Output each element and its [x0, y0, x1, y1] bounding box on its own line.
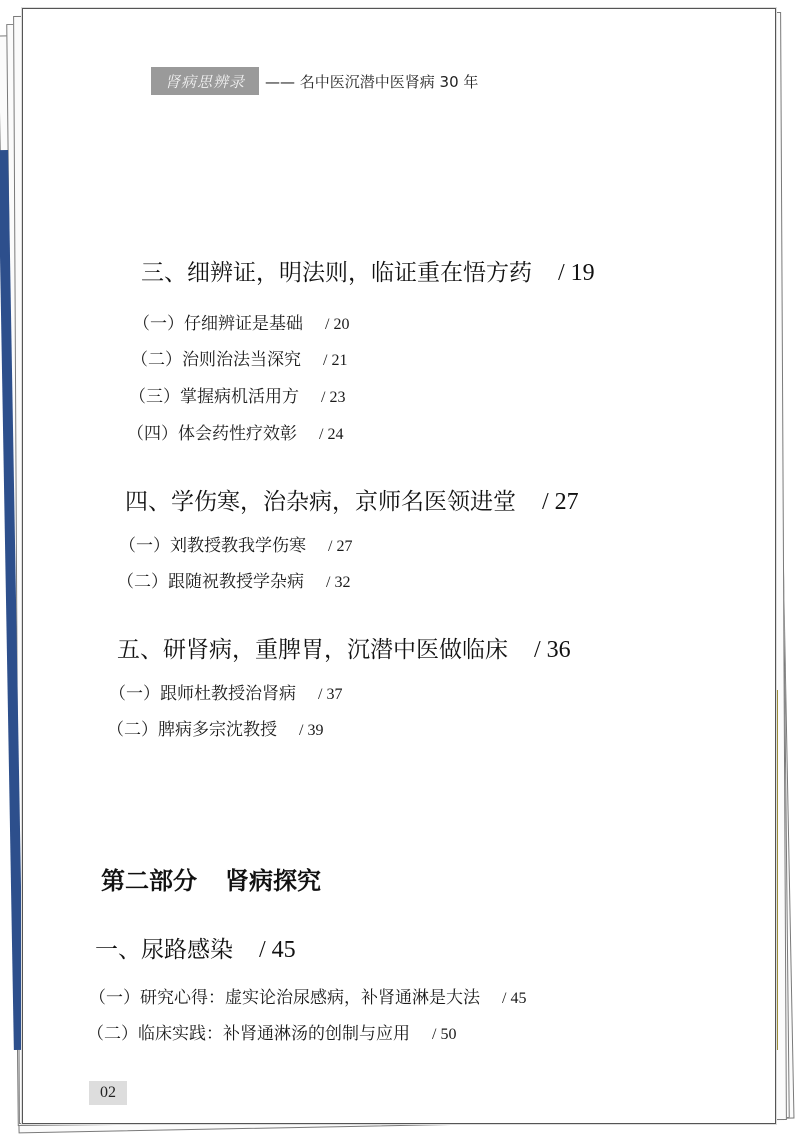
toc-item[interactable] — [87, 1019, 456, 1044]
item-label: （一）研究心得：虚实论治尿感病，补肾通淋是大法 — [89, 988, 480, 1008]
item-label: （一）刘教授教我学伤寒 — [119, 536, 306, 556]
running-header — [151, 67, 478, 95]
item-label: （二）跟随祝教授学杂病 — [117, 572, 304, 592]
item-page: / 45 — [502, 990, 527, 1007]
item-page: / 20 — [325, 316, 350, 333]
item-page: / 23 — [321, 389, 346, 406]
section-title: 四、学伤寒，治杂病，京师名医领进堂 — [125, 489, 516, 515]
toc-item[interactable] — [129, 382, 345, 407]
item-label: （二）脾病多宗沈教授 — [107, 720, 277, 740]
section-page: / 36 — [534, 637, 571, 663]
item-page: / 27 — [328, 538, 353, 555]
toc-item[interactable] — [109, 679, 342, 704]
toc-item[interactable] — [89, 983, 526, 1008]
header-subtitle: —— 名中医沉潜中医肾病 30 年 — [265, 72, 479, 91]
toc-item[interactable] — [133, 309, 349, 334]
section-title: 五、研肾病，重脾胃，沉潜中医做临床 — [117, 637, 508, 663]
part-name: 肾病探究 — [225, 866, 321, 895]
section-title: 一、尿路感染 — [95, 937, 233, 963]
item-page: / 50 — [432, 1026, 457, 1043]
toc-section-heading[interactable] — [141, 254, 595, 287]
page-number: 02 — [89, 1081, 127, 1105]
toc-section-heading[interactable] — [117, 631, 571, 664]
section-page: / 19 — [558, 260, 595, 286]
item-label: （一）跟师杜教授治肾病 — [109, 684, 296, 704]
part-label: 第二部分 — [101, 866, 197, 895]
item-page: / 21 — [323, 352, 348, 369]
item-label: （四）体会药性疗效彰 — [127, 424, 297, 444]
item-page: / 37 — [318, 686, 343, 703]
item-page: / 24 — [319, 426, 344, 443]
toc-section-heading[interactable] — [125, 483, 579, 516]
item-page: / 32 — [326, 574, 351, 591]
item-page: / 39 — [299, 722, 324, 739]
toc-item[interactable] — [107, 715, 323, 740]
toc-page — [22, 8, 776, 1124]
toc-item[interactable] — [131, 345, 347, 370]
item-label: （一）仔细辨证是基础 — [133, 314, 303, 334]
toc-section-heading[interactable] — [95, 931, 296, 964]
book-title-logo: 肾病思辨录 — [151, 67, 259, 95]
toc-item[interactable] — [117, 567, 350, 592]
item-label: （二）临床实践：补肾通淋汤的创制与应用 — [87, 1024, 410, 1044]
toc-item[interactable] — [119, 531, 352, 556]
section-page: / 27 — [542, 489, 579, 515]
part-heading — [101, 861, 321, 896]
section-title: 三、细辨证，明法则，临证重在悟方药 — [141, 260, 532, 286]
section-page: / 45 — [259, 937, 296, 963]
toc-item[interactable] — [127, 419, 343, 444]
item-label: （二）治则治法当深究 — [131, 350, 301, 370]
item-label: （三）掌握病机活用方 — [129, 387, 299, 407]
